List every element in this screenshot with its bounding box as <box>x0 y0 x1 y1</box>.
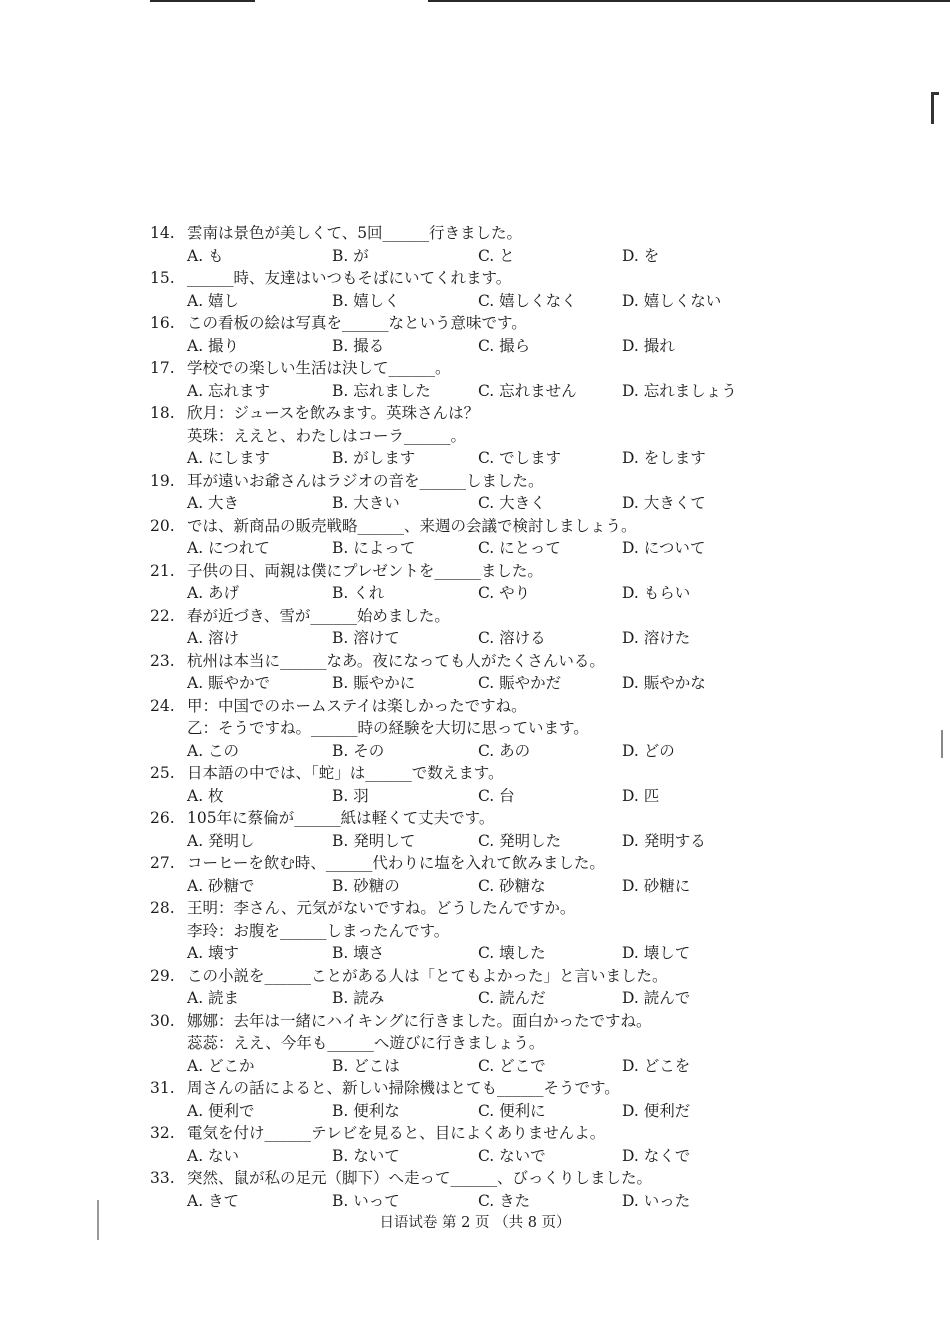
option-d: D. 賑やかな <box>622 674 706 692</box>
question-number: 16. <box>150 314 175 332</box>
question-stem-line <box>150 425 790 448</box>
answer-options <box>150 582 790 605</box>
answer-options <box>150 1055 790 1078</box>
question-text: では、新商品の販売戦略______、来週の会議で検討しましょう。 <box>187 516 637 535</box>
option-d: D. 便利だ <box>622 1101 691 1120</box>
option-b: B. 羽 <box>332 786 369 805</box>
question-number: 22. <box>150 606 175 625</box>
question-stem-line <box>150 717 790 740</box>
question-item <box>150 897 790 965</box>
option-c: C. 溶ける <box>478 629 546 647</box>
answer-options <box>150 942 790 965</box>
question-number: 32. <box>150 1124 175 1142</box>
question-item <box>150 1077 790 1122</box>
option-b: B. その <box>332 741 385 760</box>
option-a: A. あげ <box>187 584 240 602</box>
question-item <box>150 1167 790 1212</box>
option-c: C. あの <box>478 741 531 760</box>
question-text: 王明：李さん、元気がないですね。どうしたんですか。 <box>187 899 576 917</box>
option-d: D. いった <box>622 1191 691 1210</box>
option-a: A. 撮り <box>187 336 240 355</box>
answer-options <box>150 290 790 313</box>
option-d: D. 嬉しくない <box>622 291 722 310</box>
question-stem-line <box>150 1077 790 1100</box>
answer-options <box>150 785 790 808</box>
option-c: C. と <box>478 246 515 265</box>
question-number: 30. <box>150 1011 175 1030</box>
question-text: 英珠：ええと、わたしはコーラ______。 <box>187 426 467 445</box>
option-c: C. 忘れません <box>478 381 577 400</box>
answer-options <box>150 830 790 853</box>
option-a: A. ない <box>187 1146 240 1165</box>
question-item <box>150 515 790 560</box>
option-c: C. 発明した <box>478 831 562 850</box>
question-text: 雲南は景色が美しくて、5回______行きました。 <box>187 224 523 242</box>
question-number: 24. <box>150 696 175 715</box>
option-c: C. ないで <box>478 1146 546 1165</box>
option-a: A. 砂糖で <box>187 876 255 895</box>
question-number: 29. <box>150 966 175 985</box>
question-text: 105年に蔡倫が______紙は軽くて丈夫です。 <box>187 809 495 827</box>
option-b: B. どこは <box>332 1056 400 1075</box>
answer-options <box>150 1190 790 1213</box>
question-number: 33. <box>150 1169 175 1187</box>
option-a: A. きて <box>187 1191 240 1210</box>
option-d: D. をします <box>622 449 706 467</box>
answer-options <box>150 492 790 515</box>
question-stem-line <box>150 920 790 943</box>
question-item <box>150 402 790 470</box>
question-text: 周さんの話によると、新しい掃除機はとても______そうです。 <box>187 1079 620 1097</box>
option-c: C. やり <box>478 584 531 602</box>
question-item <box>150 560 790 605</box>
question-item <box>150 605 790 650</box>
option-d: D. 撮れ <box>622 336 675 355</box>
question-item <box>150 1010 790 1078</box>
question-text: 乙：そうですね。______時の経験を大切に思っています。 <box>187 719 589 737</box>
option-b: B. 溶けて <box>332 629 400 647</box>
question-number: 18. <box>150 404 175 422</box>
question-stem-line <box>150 222 790 245</box>
question-item <box>150 807 790 852</box>
question-item <box>150 357 790 402</box>
scan-border-mark <box>428 0 950 2</box>
question-number: 20. <box>150 516 175 535</box>
question-stem-line <box>150 357 790 380</box>
option-d: D. 溶けた <box>622 629 691 647</box>
option-b: B. 砂糖の <box>332 876 400 895</box>
question-text: 杭州は本当に______なあ。夜になっても人がたくさんいる。 <box>187 651 605 670</box>
question-text: 春が近づき、雪が______始めました。 <box>187 606 450 625</box>
question-stem-line <box>150 560 790 583</box>
option-b: B. 読み <box>332 989 385 1007</box>
question-item <box>150 267 790 312</box>
answer-options <box>150 447 790 470</box>
answer-options <box>150 987 790 1010</box>
option-a: A. 便利で <box>187 1101 255 1120</box>
option-d: D. 匹 <box>622 786 660 805</box>
option-d: D. を <box>622 246 660 265</box>
option-b: B. 壊さ <box>332 944 385 962</box>
answer-options <box>150 537 790 560</box>
question-item <box>150 1122 790 1167</box>
question-text: 電気を付け______テレビを見ると、目によくありませんよ。 <box>187 1124 606 1142</box>
option-c: C. きた <box>478 1191 531 1210</box>
question-text: 李玲：お腹を______しまったんです。 <box>187 921 450 940</box>
question-item <box>150 312 790 357</box>
question-number: 14. <box>150 224 175 242</box>
option-b: B. くれ <box>332 584 385 602</box>
option-d: D. 壊して <box>622 944 691 962</box>
question-number: 25. <box>150 764 175 782</box>
option-d: D. 読んで <box>622 989 691 1007</box>
question-number: 19. <box>150 471 175 490</box>
question-text: コーヒーを飲む時、______代わりに塩を入れて飲みました。 <box>187 854 605 872</box>
question-text: 子供の日、両親は僕にプレゼントを______ました。 <box>187 561 543 580</box>
option-b: B. が <box>332 246 369 265</box>
question-stem-line <box>150 402 790 425</box>
option-b: B. いって <box>332 1191 400 1210</box>
question-text: この小説を______ことがある人は「とてもよかった」と言いました。 <box>187 966 668 985</box>
option-b: B. 便利な <box>332 1101 400 1120</box>
question-text: この看板の絵は写真を______なという意味です。 <box>187 314 527 332</box>
option-b: B. ないて <box>332 1146 400 1165</box>
question-text: 娜娜：去年は一緒にハイキングに行きました。面白かったですね。 <box>187 1011 652 1030</box>
answer-options <box>150 245 790 268</box>
option-d: D. どの <box>622 741 675 760</box>
question-number: 26. <box>150 809 175 827</box>
answer-options <box>150 380 790 403</box>
option-b: B. 大きい <box>332 494 400 512</box>
option-b: B. 忘れました <box>332 381 431 400</box>
option-c: C. にとって <box>478 539 561 557</box>
option-c: C. 賑やかだ <box>478 674 562 692</box>
option-d: D. 発明する <box>622 831 706 850</box>
question-stem-line <box>150 470 790 493</box>
option-a: A. 忘れます <box>187 381 271 400</box>
option-c: C. 台 <box>478 786 515 805</box>
option-c: C. 撮ら <box>478 336 531 355</box>
option-d: D. について <box>622 539 706 557</box>
option-d: D. 砂糖に <box>622 876 691 895</box>
option-a: A. も <box>187 246 224 265</box>
option-c: C. どこで <box>478 1056 546 1075</box>
question-number: 17. <box>150 359 175 377</box>
option-a: A. 嬉し <box>187 291 240 310</box>
question-stem-line <box>150 965 790 988</box>
option-d: D. なくで <box>622 1146 691 1165</box>
option-c: C. でします <box>478 449 562 467</box>
question-list <box>150 222 790 1212</box>
question-stem-line <box>150 1032 790 1055</box>
question-stem-line <box>150 1010 790 1033</box>
option-a: A. 溶け <box>187 629 240 647</box>
option-a: A. につれて <box>187 539 270 557</box>
question-text: ______時、友達はいつもそばにいてくれます。 <box>187 269 512 287</box>
option-b: B. 賑やかに <box>332 674 416 692</box>
question-stem-line <box>150 695 790 718</box>
question-stem-line <box>150 650 790 673</box>
option-b: B. 撮る <box>332 336 385 355</box>
option-a: A. 枚 <box>187 786 224 805</box>
question-stem-line <box>150 897 790 920</box>
option-a: A. 賑やかで <box>187 674 271 692</box>
question-item <box>150 470 790 515</box>
question-text: 日本語の中では、「蛇」は______で数えます。 <box>187 764 504 782</box>
question-item <box>150 695 790 763</box>
answer-options <box>150 1145 790 1168</box>
answer-options <box>150 875 790 898</box>
option-d: D. どこを <box>622 1056 691 1075</box>
option-a: A. 壊す <box>187 944 240 962</box>
option-c: C. 読んだ <box>478 989 546 1007</box>
option-d: D. 忘れましょう <box>622 381 737 400</box>
question-number: 21. <box>150 561 175 580</box>
answer-options <box>150 627 790 650</box>
question-stem-line <box>150 852 790 875</box>
option-a: A. にします <box>187 449 271 467</box>
question-item <box>150 852 790 897</box>
scan-artifact-mark <box>941 730 943 758</box>
option-b: B. 発明して <box>332 831 416 850</box>
option-a: A. この <box>187 741 240 760</box>
question-text: 耳が遠いお爺さんはラジオの音を______しました。 <box>187 471 544 490</box>
option-b: B. がします <box>332 449 416 467</box>
answer-options <box>150 672 790 695</box>
option-b: B. によって <box>332 539 416 557</box>
question-text: 甲：中国でのホームステイは楽しかったですね。 <box>187 696 527 715</box>
question-item <box>150 965 790 1010</box>
question-stem-line <box>150 515 790 538</box>
question-number: 23. <box>150 651 175 670</box>
question-item <box>150 762 790 807</box>
question-text: 蕊蕊：ええ、今年も______へ遊びに行きましょう。 <box>187 1034 545 1052</box>
option-c: C. 便利に <box>478 1101 546 1120</box>
option-b: B. 嬉しく <box>332 291 400 310</box>
question-stem-line <box>150 1167 790 1190</box>
question-stem-line <box>150 807 790 830</box>
option-c: C. 砂糖な <box>478 876 546 895</box>
answer-options <box>150 740 790 763</box>
question-number: 28. <box>150 899 175 917</box>
option-a: A. 大き <box>187 494 240 512</box>
option-d: D. 大きくて <box>622 494 706 512</box>
option-a: A. 発明し <box>187 831 255 850</box>
question-stem-line <box>150 267 790 290</box>
question-text: 欣月：ジュースを飲みます。英珠さんは？ <box>187 404 480 422</box>
answer-options <box>150 335 790 358</box>
option-a: A. どこか <box>187 1056 255 1075</box>
option-c: C. 嬉しくなく <box>478 291 577 310</box>
scan-bracket-mark <box>931 92 934 124</box>
question-stem-line <box>150 312 790 335</box>
option-d: D. もらい <box>622 584 691 602</box>
question-item <box>150 222 790 267</box>
scan-border-mark <box>150 0 255 2</box>
question-stem-line <box>150 605 790 628</box>
question-text: 学校での楽しい生活は決して______。 <box>187 359 451 377</box>
option-c: C. 壊した <box>478 944 546 962</box>
question-stem-line <box>150 762 790 785</box>
option-a: A. 読ま <box>187 989 240 1007</box>
question-stem-line <box>150 1122 790 1145</box>
question-text: 突然、鼠が私の足元（脚下）へ走って______、びっくりしました。 <box>187 1169 653 1187</box>
option-c: C. 大きく <box>478 494 546 512</box>
answer-options <box>150 1100 790 1123</box>
question-number: 31. <box>150 1079 175 1097</box>
question-number: 15. <box>150 269 175 287</box>
question-number: 27. <box>150 854 175 872</box>
page-footer: 日语试卷 第 2 页 （共 8 页） <box>379 1215 571 1231</box>
question-item <box>150 650 790 695</box>
